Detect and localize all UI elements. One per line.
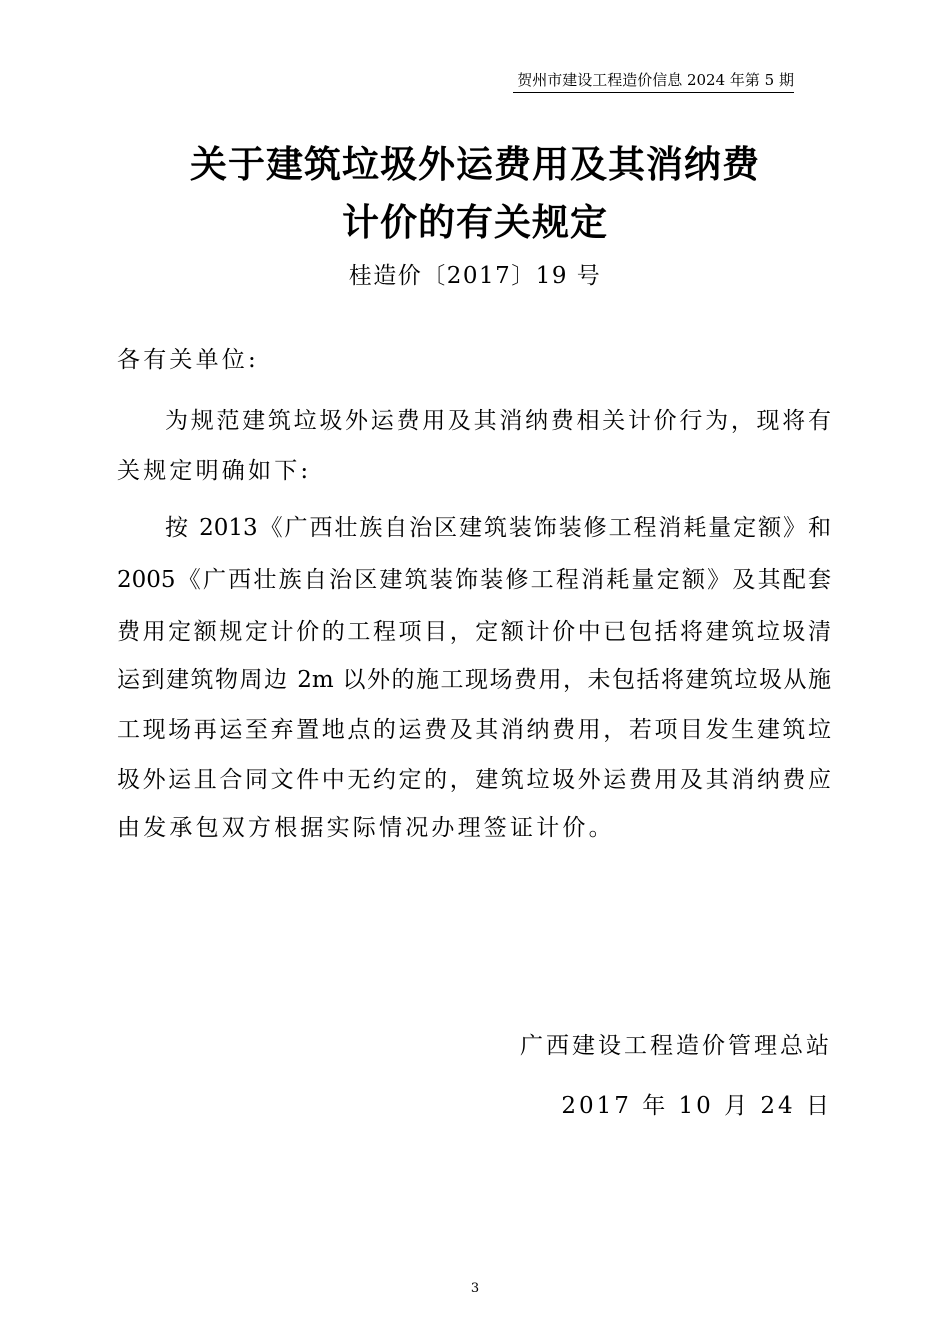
paragraph-2-line-6: 圾外运且合同文件中无约定的，建筑垃圾外运费用及其消纳费应 [117,767,831,793]
paragraph-1-line-2: 关规定明确如下: [117,458,312,484]
page-number: 3 [470,1281,480,1296]
running-header: 贺州市建设工程造价信息 2024 年第 5 期 [513,70,794,93]
paragraph-1-line-1: 为规范建筑垃圾外运费用及其消纳费相关计价行为，现将有 [165,408,831,434]
paragraph-2-line-4: 运到建筑物周边 2m 以外的施工现场费用，未包括将建筑垃圾从施 [117,667,831,693]
paragraph-2-line-1: 按 2013《广西壮族自治区建筑装饰装修工程消耗量定额》和 [165,515,831,541]
issuer-name: 广西建设工程造价管理总站 [520,1033,832,1059]
document-number: 桂造价〔2017〕19 号 [348,263,602,289]
document-title-line-1: 关于建筑垃圾外运费用及其消纳费 [190,143,760,186]
paragraph-2-line-5: 工现场再运至弃置地点的运费及其消纳费用，若项目发生建筑垃 [117,717,831,743]
issue-date: 2017 年 10 月 24 日 [561,1093,832,1119]
paragraph-2-line-3: 费用定额规定计价的工程项目，定额计价中已包括将建筑垃圾清 [117,619,831,645]
paragraph-2-line-7: 由发承包双方根据实际情况办理签证计价。 [117,815,615,841]
document-title-line-2: 计价的有关规定 [342,201,608,244]
salutation: 各有关单位: [117,347,259,373]
paragraph-2-line-2: 2005《广西壮族自治区建筑装饰装修工程消耗量定额》及其配套 [117,567,831,593]
